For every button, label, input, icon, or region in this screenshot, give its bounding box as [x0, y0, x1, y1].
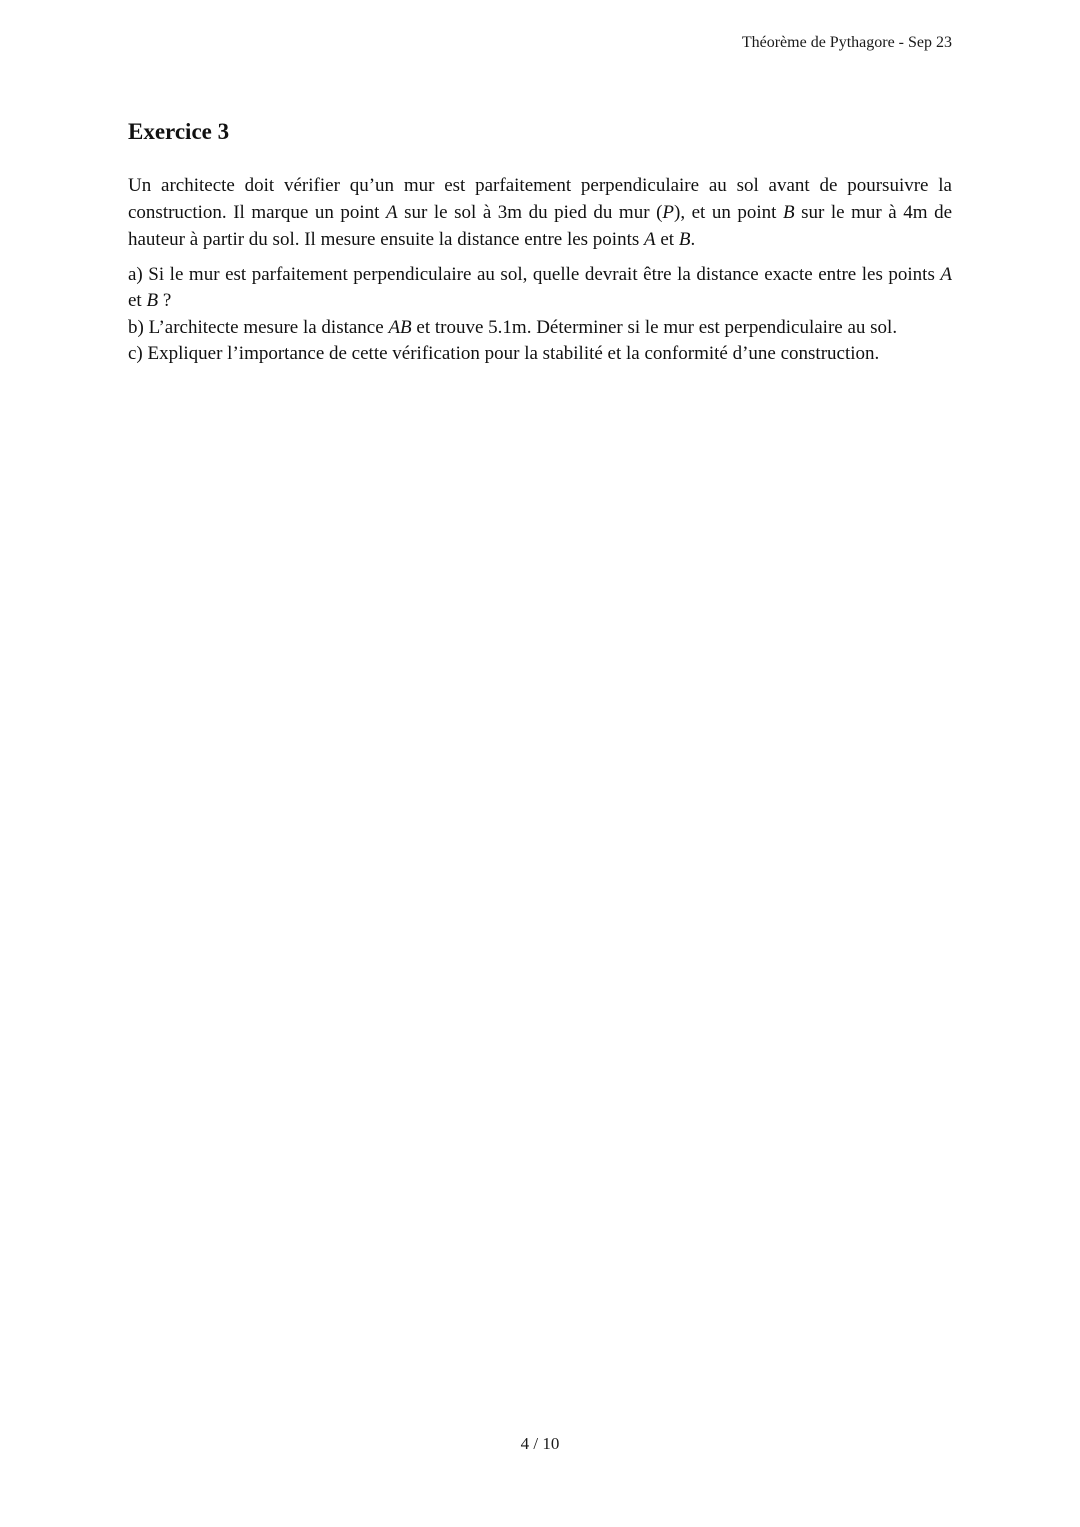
math-number: 5.1 [488, 316, 512, 338]
statement-text: Un architecte doit vérifier qu’un mur est parfaitement perpendiculaire au sol avant de poursuivre la construction. Il marque un point [128, 174, 952, 223]
question-text: b) L’architecte mesure la distance [128, 316, 389, 338]
question-text: et trouve [411, 316, 489, 338]
statement-text: et [655, 228, 679, 250]
statement-text: . [690, 228, 696, 250]
question-a [128, 262, 952, 315]
running-header: Théorème de Pythagore - Sep 23 [741, 34, 952, 51]
exercise-title: Exercice 3 [128, 119, 230, 144]
question-text: ? [158, 290, 172, 312]
exercise-statement [128, 172, 952, 253]
math-point-a: A [385, 201, 398, 223]
page-number: 4 / 10 [520, 1434, 560, 1453]
statement-text: sur le mur à 4m de hauteur à partir du sol. Il mesure ensuite la distance entre les points [128, 201, 952, 250]
exercise-section [128, 118, 952, 368]
math-point-a: A [940, 263, 952, 285]
question-b [128, 315, 952, 342]
math-point-b: B [783, 201, 795, 223]
question-text: m. Déterminer si le mur est perpendiculaire au sol. [511, 316, 898, 338]
math-point-p: P [662, 201, 675, 223]
math-point-a: A [644, 228, 656, 250]
math-point-b: B [146, 290, 159, 312]
math-segment-ab: AB [388, 316, 412, 338]
question-c [128, 341, 952, 368]
question-text: a) Si le mur est parfaitement perpendiculaire au sol, quelle devrait être la distance exacte entre les points [128, 263, 941, 285]
statement-text: ), et un point [674, 201, 783, 223]
question-text: et [128, 290, 147, 312]
math-point-b: B [678, 228, 691, 250]
question-text: c) Expliquer l’importance de cette vérification pour la stabilité et la conformité d’une construction. [128, 343, 880, 365]
statement-text: sur le sol à 3m du pied du mur ( [397, 201, 663, 223]
